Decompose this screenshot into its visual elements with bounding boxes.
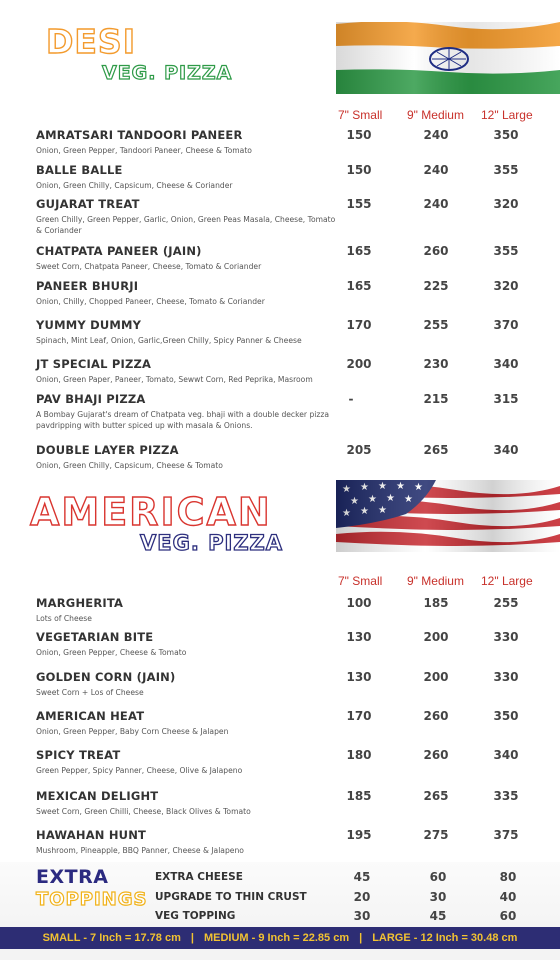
list-item bbox=[36, 443, 336, 471]
price-medium: 185 bbox=[423, 596, 449, 610]
item-desc: Onion, Green Pepper, Baby Corn Cheese & Jalapen bbox=[36, 727, 229, 736]
price-small: 20 bbox=[353, 890, 371, 904]
price-medium: 45 bbox=[429, 909, 447, 923]
price-large: 355 bbox=[493, 163, 519, 177]
price-large: 330 bbox=[493, 630, 519, 644]
price-medium: 260 bbox=[423, 748, 449, 762]
price-small: 170 bbox=[346, 318, 372, 332]
price-small: 150 bbox=[346, 163, 372, 177]
desi-title: DESI bbox=[46, 22, 136, 61]
size-small-label: SMALL - 7 Inch = 17.78 cm bbox=[42, 932, 181, 944]
price-medium: 240 bbox=[423, 197, 449, 211]
item-name: HAWAHAN HUNT bbox=[36, 828, 147, 842]
price-small: 100 bbox=[346, 596, 372, 610]
item-desc: Onion, Green Paper, Paneer, Tomato, Sewwt Corn, Red Peprika, Masroom bbox=[36, 375, 313, 384]
price-large: 340 bbox=[493, 443, 519, 457]
footer-decoration bbox=[0, 949, 560, 960]
price-large: 350 bbox=[493, 128, 519, 142]
list-item bbox=[36, 279, 336, 307]
item-desc: Sweet Corn, Chatpata Paneer, Cheese, Tomato & Coriander bbox=[36, 262, 262, 271]
price-small: - bbox=[348, 392, 354, 406]
item-desc: Onion, Green Chilly, Capsicum, Cheese & Coriander bbox=[36, 181, 233, 190]
price-small: 165 bbox=[346, 279, 372, 293]
item-desc: Onion, Green Chilly, Capsicum, Cheese & Tomato bbox=[36, 461, 223, 470]
list-item bbox=[36, 392, 336, 431]
price-small: 200 bbox=[346, 357, 372, 371]
item-name: PANEER BHURJI bbox=[36, 279, 139, 293]
list-item bbox=[36, 357, 336, 385]
size-medium-label: MEDIUM - 9 Inch = 22.85 cm bbox=[203, 932, 350, 944]
item-name: GOLDEN CORN (JAIN) bbox=[36, 670, 176, 684]
toppings-title: TOPPINGS bbox=[36, 889, 148, 910]
item-name: YUMMY DUMMY bbox=[36, 318, 142, 332]
topping-name: VEG TOPPING bbox=[155, 910, 236, 922]
separator: | bbox=[359, 932, 363, 944]
list-item bbox=[36, 163, 336, 191]
american-subtitle: VEG. PIZZA bbox=[140, 531, 284, 555]
list-item bbox=[36, 828, 336, 856]
price-large: 40 bbox=[499, 890, 517, 904]
list-item bbox=[36, 670, 336, 698]
price-medium: 225 bbox=[423, 279, 449, 293]
price-large: 375 bbox=[493, 828, 519, 842]
price-medium: 260 bbox=[423, 244, 449, 258]
list-item bbox=[36, 748, 336, 776]
price-small: 185 bbox=[346, 789, 372, 803]
item-name: MEXICAN DELIGHT bbox=[36, 789, 159, 803]
price-small: 150 bbox=[346, 128, 372, 142]
price-large: 355 bbox=[493, 244, 519, 258]
item-name: PAV BHAJI PIZZA bbox=[36, 392, 146, 406]
price-large: 60 bbox=[499, 909, 517, 923]
price-large: 320 bbox=[493, 197, 519, 211]
price-medium: 265 bbox=[423, 789, 449, 803]
list-item bbox=[36, 596, 336, 624]
american-header-small: 7" Small bbox=[338, 574, 383, 588]
price-small: 130 bbox=[346, 630, 372, 644]
item-desc: Onion, Green Pepper, Cheese & Tomato bbox=[36, 648, 187, 657]
item-desc: Green Chilly, Green Pepper, Garlic, Onion, Green Peas Masala, Cheese, Tomato & Coriander bbox=[36, 215, 336, 235]
desi-header-medium: 9" Medium bbox=[407, 108, 464, 122]
price-small: 165 bbox=[346, 244, 372, 258]
price-medium: 265 bbox=[423, 443, 449, 457]
item-name: MARGHERITA bbox=[36, 596, 124, 610]
price-large: 350 bbox=[493, 709, 519, 723]
item-name: BALLE BALLE bbox=[36, 163, 123, 177]
price-small: 205 bbox=[346, 443, 372, 457]
size-large-label: LARGE - 12 Inch = 30.48 cm bbox=[372, 932, 518, 944]
list-item bbox=[36, 709, 336, 737]
list-item bbox=[36, 128, 336, 156]
item-name: SPICY TREAT bbox=[36, 748, 121, 762]
item-desc: Onion, Green Pepper, Tandoori Paneer, Cheese & Tomato bbox=[36, 146, 252, 155]
price-small: 155 bbox=[346, 197, 372, 211]
item-desc: A Bombay Gujarat's dream of Chatpata veg. bhaji with a double decker pizza pavdripping with butter spiced up with masala & Onions. bbox=[36, 410, 330, 430]
item-name: AMRATSARI TANDOORI PANEER bbox=[36, 128, 243, 142]
item-name: VEGETARIAN BITE bbox=[36, 630, 154, 644]
item-desc: Lots of Cheese bbox=[36, 614, 92, 623]
item-desc: Sweet Corn, Green Chilli, Cheese, Black Olives & Tomato bbox=[36, 807, 251, 816]
price-small: 195 bbox=[346, 828, 372, 842]
desi-header-large: 12" Large bbox=[481, 108, 533, 122]
price-large: 370 bbox=[493, 318, 519, 332]
separator: | bbox=[190, 932, 194, 944]
item-name: AMERICAN HEAT bbox=[36, 709, 145, 723]
item-desc: Mushroom, Pineapple, BBQ Panner, Cheese & Jalapeno bbox=[36, 846, 244, 855]
price-medium: 215 bbox=[423, 392, 449, 406]
size-legend-bar bbox=[0, 927, 560, 949]
item-desc: Onion, Chilly, Chopped Paneer, Cheese, Tomato & Coriander bbox=[36, 297, 265, 306]
desi-header-small: 7" Small bbox=[338, 108, 383, 122]
list-item bbox=[36, 630, 336, 658]
price-medium: 200 bbox=[423, 630, 449, 644]
price-medium: 255 bbox=[423, 318, 449, 332]
price-medium: 230 bbox=[423, 357, 449, 371]
price-large: 335 bbox=[493, 789, 519, 803]
price-small: 45 bbox=[353, 870, 371, 884]
price-large: 340 bbox=[493, 357, 519, 371]
list-item bbox=[36, 197, 336, 236]
extra-title: EXTRA bbox=[36, 866, 109, 888]
topping-name: EXTRA CHEESE bbox=[155, 871, 243, 883]
list-item bbox=[36, 318, 336, 346]
price-small: 130 bbox=[346, 670, 372, 684]
price-small: 180 bbox=[346, 748, 372, 762]
american-header-large: 12" Large bbox=[481, 574, 533, 588]
desi-subtitle: VEG. PIZZA bbox=[102, 62, 233, 84]
item-desc: Spinach, Mint Leaf, Onion, Garlic,Green Chilly, Spicy Panner & Cheese bbox=[36, 336, 302, 345]
american-title: AMERICAN bbox=[30, 490, 272, 534]
item-name: GUJARAT TREAT bbox=[36, 197, 140, 211]
price-small: 30 bbox=[353, 909, 371, 923]
topping-name: UPGRADE TO THIN CRUST bbox=[155, 891, 307, 903]
india-flag-icon bbox=[336, 22, 560, 94]
price-large: 80 bbox=[499, 870, 517, 884]
item-name: DOUBLE LAYER PIZZA bbox=[36, 443, 179, 457]
item-desc: Green Pepper, Spicy Panner, Cheese, Olive & Jalapeno bbox=[36, 766, 243, 775]
price-medium: 240 bbox=[423, 128, 449, 142]
price-large: 315 bbox=[493, 392, 519, 406]
price-large: 255 bbox=[493, 596, 519, 610]
price-medium: 240 bbox=[423, 163, 449, 177]
price-medium: 260 bbox=[423, 709, 449, 723]
list-item bbox=[36, 244, 336, 272]
price-medium: 275 bbox=[423, 828, 449, 842]
list-item bbox=[36, 789, 336, 817]
price-medium: 30 bbox=[429, 890, 447, 904]
price-large: 320 bbox=[493, 279, 519, 293]
price-medium: 60 bbox=[429, 870, 447, 884]
american-header-medium: 9" Medium bbox=[407, 574, 464, 588]
usa-flag-icon bbox=[336, 480, 560, 552]
price-small: 170 bbox=[346, 709, 372, 723]
price-medium: 200 bbox=[423, 670, 449, 684]
price-large: 330 bbox=[493, 670, 519, 684]
item-name: JT SPECIAL PIZZA bbox=[36, 357, 152, 371]
item-name: CHATPATA PANEER (JAIN) bbox=[36, 244, 202, 258]
item-desc: Sweet Corn + Los of Cheese bbox=[36, 688, 144, 697]
price-large: 340 bbox=[493, 748, 519, 762]
